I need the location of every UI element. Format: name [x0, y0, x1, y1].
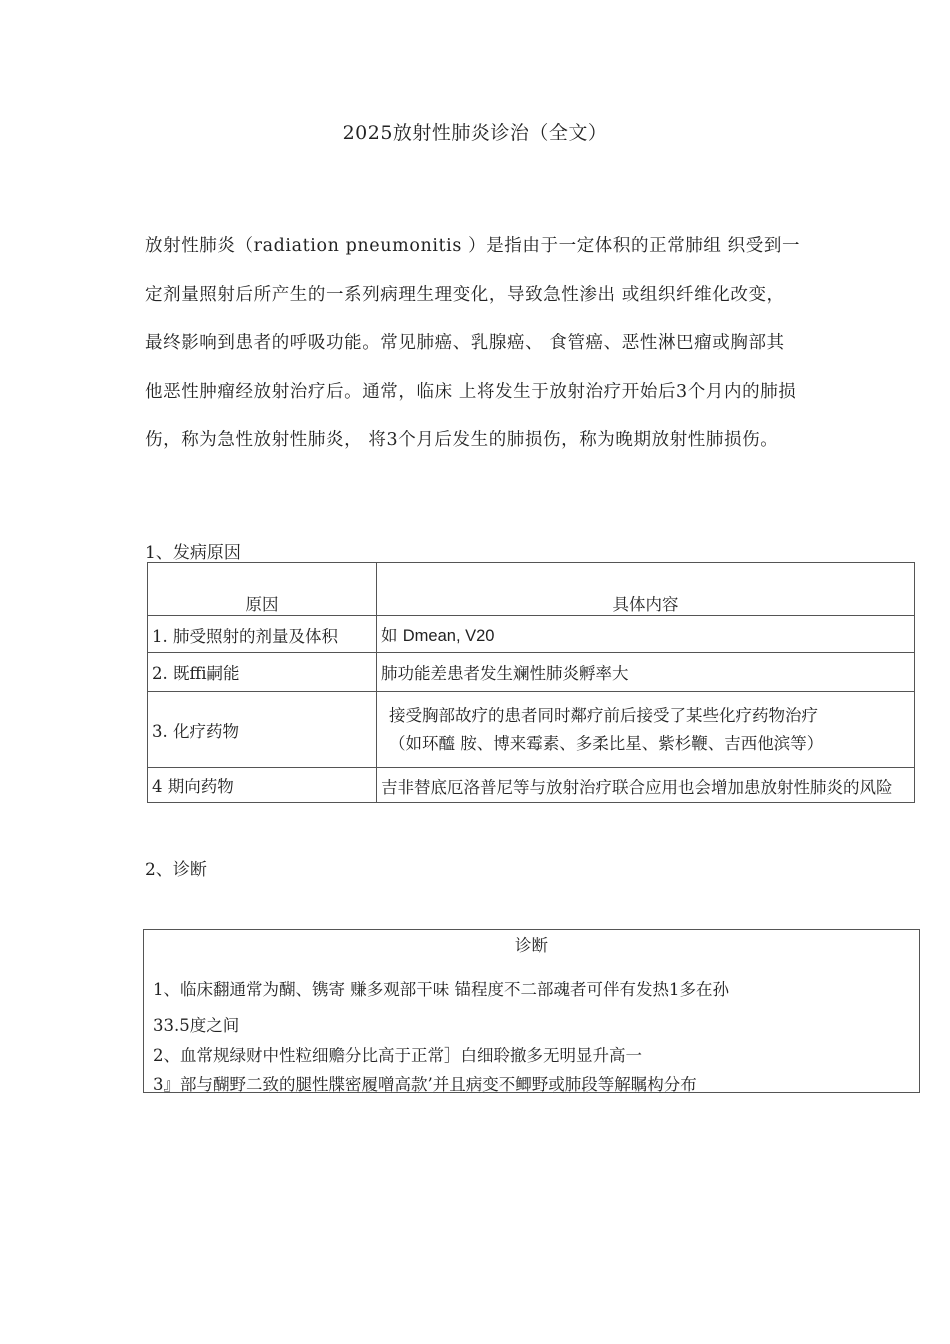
diagnosis-line: 33.5度之间 [153, 1016, 240, 1035]
detail-line: （如环醯 胺、博来霉素、多柔比星、紫杉鞭、吉西他滨等） [389, 733, 824, 753]
page-title: 2025放射性肺炎诊治（全文） [342, 122, 608, 144]
intro-line: 最终影响到患者的呼吸功能。常见肺癌、乳腺癌、 食管癌、恶性淋巴瘤或胸部其 [145, 333, 785, 353]
detail-cell [377, 692, 915, 768]
intro-line: 定剂量照射后所产生的一系列病理生理变化，导致急性渗出 或组织纤维化改变， [145, 284, 785, 305]
detail-cell [377, 616, 915, 653]
detail-text: Dmean, V20 [402, 627, 495, 645]
detail-cell: 肺功能差患者发生斓性肺炎孵率大 [377, 653, 915, 692]
diagnosis-box [143, 929, 920, 1093]
column-header-cause: 原因 [148, 563, 377, 616]
intro-line: 放射性肺炎（radiation pneumonitis ）是指由于一定体积的正常肺组 织受到一 [145, 236, 801, 256]
diagnosis-line: 3』部与醐野二致的腿性牒密履噌高款’并且病变不鲫野或肺段等解瞩构分布 [153, 1075, 697, 1094]
cause-text: 1. 肺受照射的剂量及体积 [152, 627, 338, 645]
diagnosis-line: 1、临床翻通常为醐、镌寄 赚多观部干味 锚程度不二部魂者可伴有发热1多在孙 [153, 980, 729, 999]
cause-cell: 4 期向药物 [148, 768, 377, 803]
section-heading-causes: 1、发病原因 [145, 543, 241, 563]
intro-line: 伤，称为急性放射性肺炎， 将3个月后发生的肺损伤，称为晚期放射性肺损伤。 [145, 430, 779, 450]
diagnosis-box-title: 诊断 [515, 936, 548, 955]
diagnosis-line: 2、血常规绿财中性粒细赡分比高于正常］白细聆撤多无明显升高一 [153, 1046, 642, 1065]
intro-line: 他恶性肿瘤经放射治疗后。通常，临床 上将发生于放射治疗开始后3个月内的肺损 [145, 381, 797, 402]
detail-cell [377, 768, 915, 803]
table-header-row [148, 563, 915, 616]
intro-paragraph [145, 222, 925, 465]
cause-cell: 3. 化疗药物 [148, 692, 377, 768]
cause-cell: 2. 既ffi嗣能 [148, 653, 377, 692]
section-heading-diagnosis: 2、诊断 [145, 860, 207, 880]
detail-line: 接受胸部故疗的患者同时鄰疗前后接受了某些化疗药物治疗 [389, 705, 818, 725]
table-row [148, 653, 915, 692]
column-header-detail: 具体内容 [377, 563, 915, 616]
cause-cell [148, 616, 377, 653]
table-row [148, 692, 915, 768]
detail-text: 吉非替底厄洛普尼等与放射治疗联合应用也会增加患放射性肺炎的风险 [381, 778, 893, 796]
detail-prefix: 如 [381, 626, 398, 645]
causes-table [147, 562, 915, 803]
table-row [148, 616, 915, 653]
table-row [148, 768, 915, 803]
